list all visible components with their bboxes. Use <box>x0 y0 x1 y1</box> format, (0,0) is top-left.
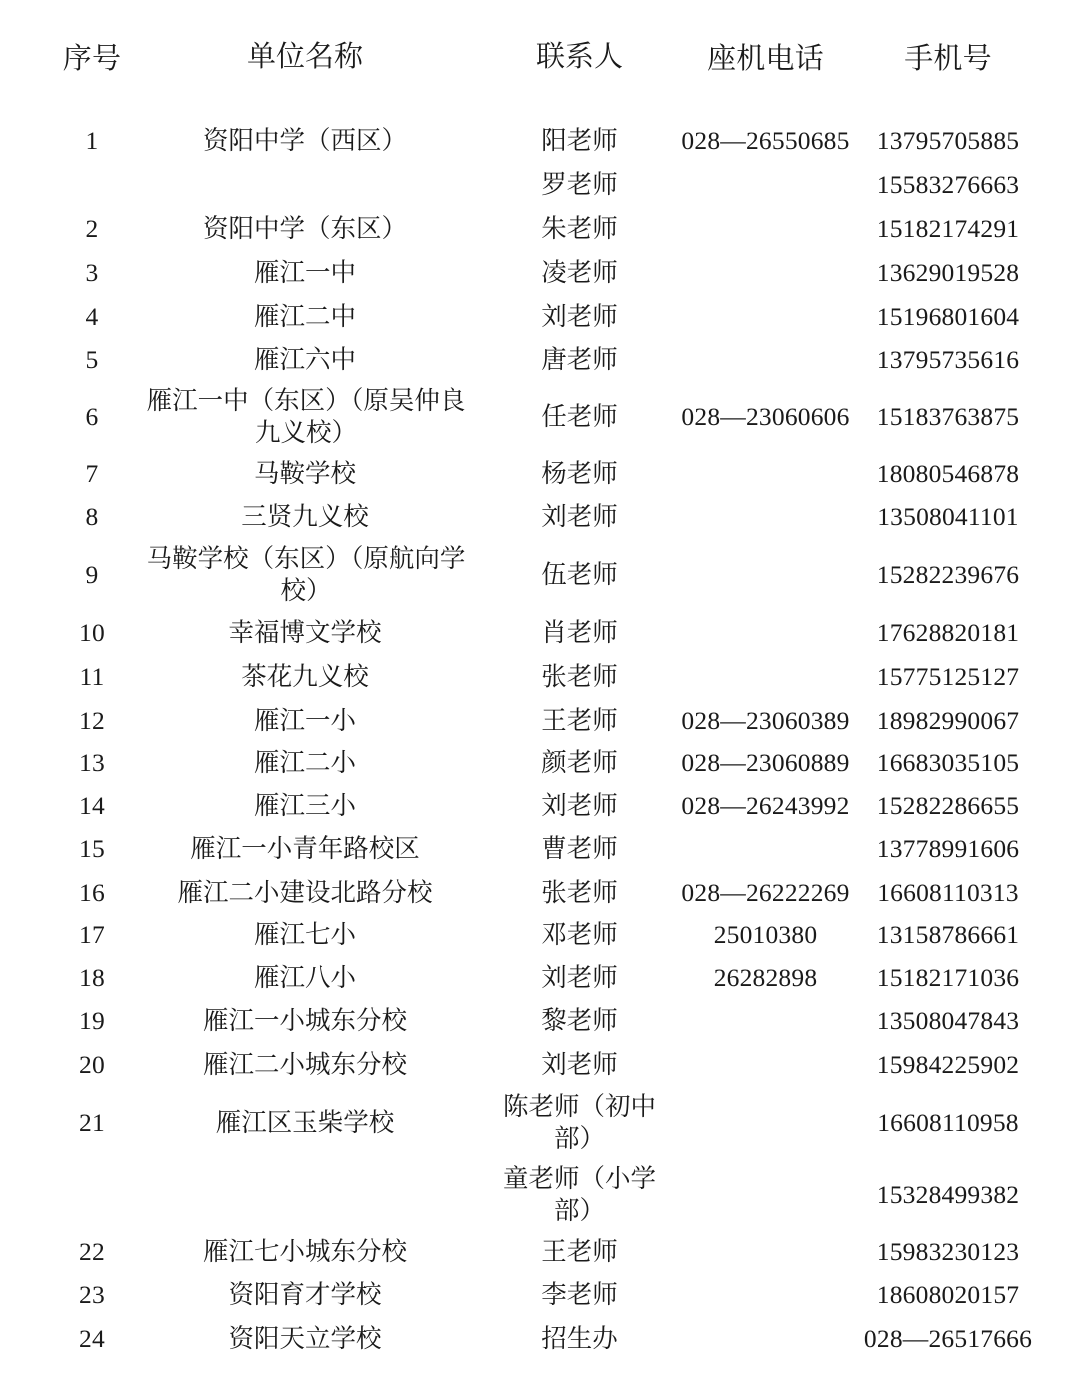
row-contact: 杨老师 <box>541 459 618 489</box>
row-tel <box>668 1317 863 1361</box>
row-tel <box>668 827 863 871</box>
row-tel <box>668 453 863 495</box>
row-mobile: 17628820181 <box>876 618 1020 647</box>
row-contact: 王老师 <box>541 1237 618 1267</box>
row-contact: 黎老师 <box>541 1006 618 1036</box>
row-tel <box>668 1087 863 1159</box>
row-num: 21 <box>79 1108 105 1137</box>
row-mobile: 16683035105 <box>876 748 1020 777</box>
row-name: 雁江三小 <box>253 790 356 821</box>
row-num: 20 <box>79 1050 105 1079</box>
row-mobile: 15282286655 <box>876 790 1020 820</box>
row-num: 9 <box>85 560 99 589</box>
header-mobile: 手机号 <box>904 40 992 75</box>
row-mobile: 13795705885 <box>876 126 1020 155</box>
row-mobile: 15183763875 <box>876 402 1020 431</box>
row-name: 资阳育才学校 <box>228 1280 382 1310</box>
row-name <box>130 1159 480 1231</box>
row-num <box>42 1159 142 1231</box>
row-name: 雁江区玉柴学校 <box>215 1108 395 1138</box>
row-num: 15 <box>79 834 105 863</box>
row-num: 17 <box>79 920 105 949</box>
row-num: 12 <box>79 705 105 735</box>
row-mobile: 18982990067 <box>876 705 1020 735</box>
row-name: 雁江一小 <box>253 705 356 736</box>
row-contact: 肖老师 <box>541 618 618 648</box>
row-tel: 028—23060389 <box>681 705 850 735</box>
row-mobile: 13508047843 <box>876 1006 1020 1035</box>
row-name: 雁江八小 <box>253 962 356 993</box>
row-name: 马鞍学校 <box>253 459 356 489</box>
row-num <box>42 163 142 207</box>
header-tel: 座机电话 <box>707 40 824 75</box>
table-row <box>0 339 1080 381</box>
table-row <box>0 1273 1080 1317</box>
table-row <box>0 453 1080 495</box>
table-row <box>0 914 1080 956</box>
header-contact: 联系人 <box>535 39 623 73</box>
row-contact: 伍老师 <box>541 560 618 590</box>
row-tel <box>668 339 863 381</box>
row-num: 8 <box>85 502 99 531</box>
table-row <box>0 956 1080 999</box>
table-row <box>0 119 1080 163</box>
row-mobile: 15196801604 <box>876 302 1020 331</box>
row-mobile: 15983230123 <box>876 1237 1020 1266</box>
row-contact: 刘老师 <box>541 502 618 532</box>
row-contact: 颜老师 <box>541 748 618 778</box>
row-tel: 25010380 <box>713 920 818 949</box>
row-contact: 凌老师 <box>541 258 618 288</box>
row-contact: 刘老师 <box>541 1050 618 1080</box>
row-name: 雁江一小城东分校 <box>202 1006 407 1036</box>
row-mobile: 13795735616 <box>876 345 1020 374</box>
row-name: 茶花九义校 <box>241 662 369 692</box>
row-tel <box>668 1231 863 1273</box>
row-num: 19 <box>79 1006 105 1035</box>
row-num: 3 <box>85 258 99 287</box>
table-row <box>0 251 1080 295</box>
row-contact: 刘老师 <box>541 790 618 821</box>
row-mobile: 18080546878 <box>876 459 1020 488</box>
table-row <box>0 1043 1080 1087</box>
row-num: 18 <box>79 962 105 992</box>
row-contact: 张老师 <box>541 877 618 908</box>
table-header <box>0 30 1080 82</box>
row-mobile: 16608110313 <box>877 877 1019 907</box>
table-row <box>0 1159 1080 1231</box>
row-name: 三贤九义校 <box>241 502 369 532</box>
row-mobile: 13508041101 <box>877 502 1019 531</box>
row-tel: 028—26243992 <box>681 790 850 820</box>
row-contact: 罗老师 <box>541 170 618 200</box>
header-name: 单位名称 <box>246 39 363 73</box>
table-row <box>0 827 1080 871</box>
row-contact: 刘老师 <box>541 302 618 332</box>
row-name: 马鞍学校（东区）（原航向学校） <box>146 544 466 606</box>
row-tel <box>668 295 863 339</box>
row-name: 雁江六中 <box>253 345 356 375</box>
table-row <box>0 871 1080 914</box>
row-name: 资阳中学（西区） <box>202 126 407 156</box>
table-row <box>0 295 1080 339</box>
table-row <box>0 742 1080 784</box>
row-tel <box>668 655 863 699</box>
row-num: 1 <box>85 126 99 155</box>
row-tel: 028—23060889 <box>681 748 850 777</box>
header-num: 序号 <box>62 40 122 75</box>
row-num: 14 <box>79 790 105 820</box>
row-num: 11 <box>79 662 105 691</box>
row-contact: 童老师（小学部） <box>502 1164 656 1226</box>
row-name: 雁江七小 <box>253 920 356 950</box>
table-row <box>0 495 1080 539</box>
row-name: 幸福博文学校 <box>228 618 382 648</box>
row-tel <box>668 1273 863 1317</box>
row-tel: 028—26550685 <box>681 126 850 155</box>
row-contact: 曹老师 <box>541 834 618 864</box>
row-mobile: 15583276663 <box>876 170 1020 199</box>
row-num: 24 <box>79 1324 105 1353</box>
table-row <box>0 1087 1080 1159</box>
row-num: 7 <box>85 459 99 488</box>
row-mobile: 13629019528 <box>876 258 1020 287</box>
row-mobile: 18608020157 <box>876 1280 1020 1309</box>
row-mobile: 15328499382 <box>876 1180 1020 1209</box>
row-contact: 招生办 <box>541 1324 618 1354</box>
table-row <box>0 207 1080 251</box>
row-mobile: 15775125127 <box>876 662 1020 691</box>
row-tel: 028—23060606 <box>681 402 850 431</box>
row-name <box>130 163 480 207</box>
row-contact: 唐老师 <box>541 345 618 375</box>
row-num: 13 <box>79 748 105 777</box>
row-mobile: 028—26517666 <box>863 1324 1033 1353</box>
row-name: 雁江二小城东分校 <box>202 1050 407 1080</box>
row-contact: 邓老师 <box>541 920 618 950</box>
row-contact: 张老师 <box>541 662 618 692</box>
row-name: 雁江七小城东分校 <box>202 1237 407 1267</box>
row-contact: 陈老师（初中部） <box>502 1092 656 1154</box>
row-contact: 朱老师 <box>541 214 618 244</box>
row-tel <box>668 251 863 295</box>
table-row <box>0 784 1080 827</box>
row-num: 6 <box>85 402 99 431</box>
row-name: 雁江一小青年路校区 <box>190 834 420 864</box>
row-mobile: 15182171036 <box>876 962 1020 992</box>
row-num: 2 <box>85 214 99 243</box>
row-num: 23 <box>79 1280 105 1309</box>
table-row <box>0 1317 1080 1361</box>
row-contact: 李老师 <box>541 1280 618 1310</box>
row-tel <box>668 163 863 207</box>
row-mobile: 16608110958 <box>877 1108 1019 1137</box>
table-row <box>0 381 1080 453</box>
row-num: 16 <box>79 877 105 907</box>
row-tel <box>668 539 863 611</box>
table-row <box>0 999 1080 1043</box>
row-name: 雁江二小建设北路分校 <box>177 877 433 908</box>
row-name: 资阳天立学校 <box>228 1324 382 1354</box>
table-row <box>0 163 1080 207</box>
row-tel <box>668 999 863 1043</box>
table-row <box>0 1231 1080 1273</box>
row-name: 资阳中学（东区） <box>202 214 407 244</box>
table-row <box>0 539 1080 611</box>
table-row <box>0 655 1080 699</box>
row-name: 雁江一中 <box>253 258 356 288</box>
row-tel: 028—26222269 <box>681 877 850 907</box>
row-tel <box>668 495 863 539</box>
row-mobile: 13778991606 <box>876 834 1020 863</box>
row-name: 雁江一中（东区）（原吴仲良九义校） <box>146 386 466 448</box>
row-contact: 刘老师 <box>541 962 618 993</box>
row-tel <box>668 611 863 655</box>
row-num: 4 <box>85 302 99 331</box>
row-mobile: 15182174291 <box>876 214 1020 243</box>
table-row <box>0 611 1080 655</box>
row-name: 雁江二中 <box>253 302 356 332</box>
row-num: 5 <box>85 345 99 374</box>
row-num: 10 <box>79 618 105 647</box>
row-mobile: 15984225902 <box>876 1050 1020 1079</box>
row-num: 22 <box>79 1237 105 1266</box>
row-tel <box>668 1159 863 1231</box>
row-tel: 26282898 <box>713 962 818 992</box>
row-contact: 任老师 <box>541 402 618 432</box>
row-name: 雁江二小 <box>253 748 356 778</box>
row-contact: 阳老师 <box>541 126 618 156</box>
row-contact: 王老师 <box>541 705 618 736</box>
row-mobile: 15282239676 <box>876 560 1020 589</box>
row-tel <box>668 1043 863 1087</box>
row-tel <box>668 207 863 251</box>
row-mobile: 13158786661 <box>876 920 1020 949</box>
table-row <box>0 699 1080 742</box>
